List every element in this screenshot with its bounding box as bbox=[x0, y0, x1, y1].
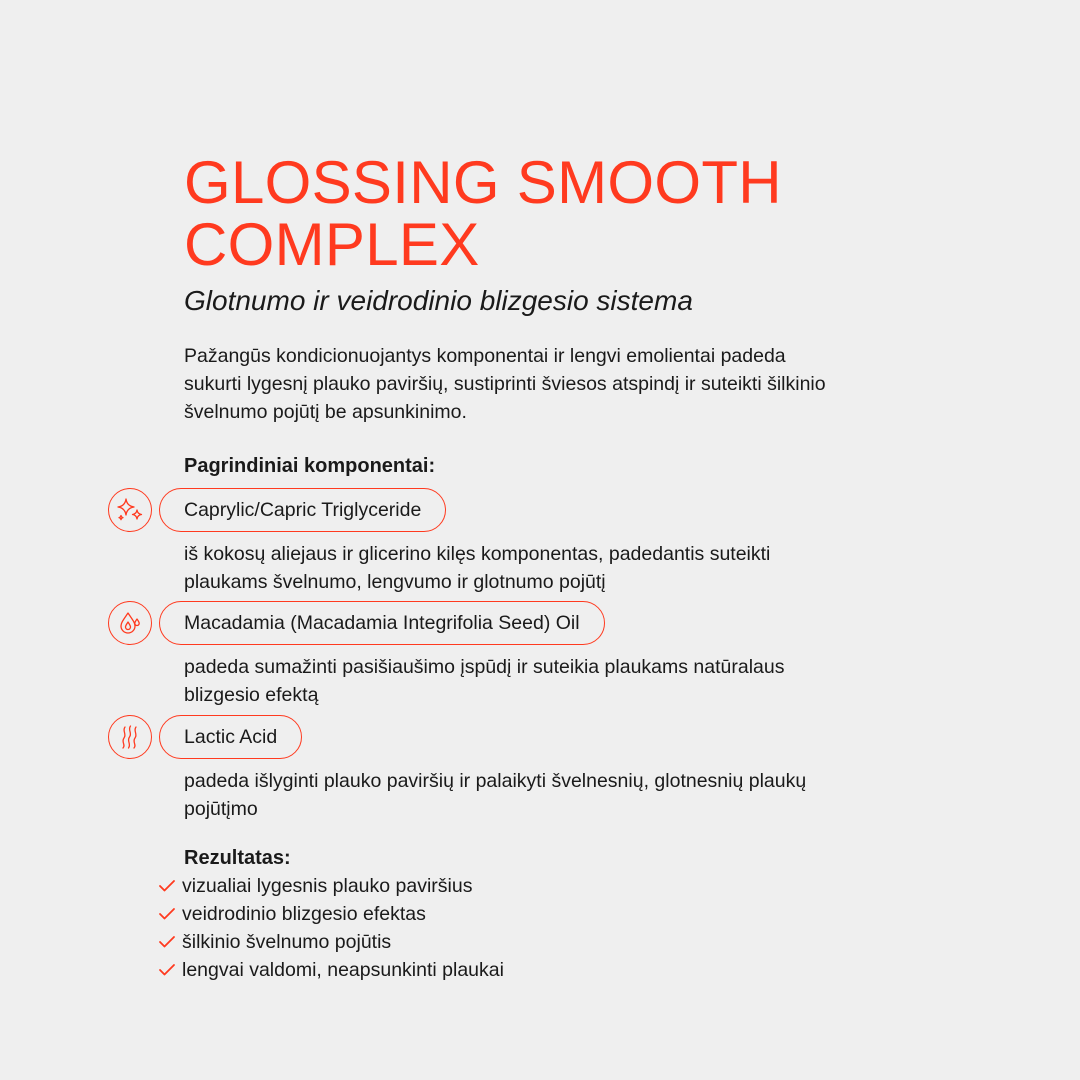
page-title bbox=[184, 149, 782, 278]
wavy-lines-icon bbox=[108, 715, 152, 759]
result-text: veidrodinio blizgesio efektas bbox=[182, 903, 426, 925]
title-line-1: GLOSSING SMOOTH bbox=[184, 149, 782, 216]
ingredient-description: padeda sumažinti pasišiaušimo įspūdį ir suteikia plaukams natūralaus blizgesio efektą bbox=[184, 656, 785, 706]
ingredient-name-pill: Macadamia (Macadamia Integrifolia Seed) Oil bbox=[159, 601, 605, 645]
result-item bbox=[156, 956, 504, 984]
components-heading: Pagrindiniai komponentai: bbox=[184, 455, 436, 477]
result-text: vizualiai lygesnis plauko paviršius bbox=[182, 875, 473, 897]
check-icon bbox=[158, 879, 176, 893]
ingredient-name-pill: Caprylic/Capric Triglyceride bbox=[159, 488, 446, 532]
check-icon bbox=[158, 907, 176, 921]
result-item bbox=[156, 928, 504, 956]
results-list bbox=[156, 872, 504, 984]
results-heading: Rezultatas: bbox=[184, 847, 291, 869]
check-icon bbox=[158, 963, 176, 977]
result-item bbox=[156, 900, 504, 928]
ingredient-name-pill: Lactic Acid bbox=[159, 715, 302, 759]
subtitle: Glotnumo ir veidrodinio blizgesio sistema bbox=[184, 285, 693, 316]
result-text: lengvai valdomi, neapsunkinti plaukai bbox=[182, 959, 504, 981]
result-text: šilkinio švelnumo pojūtis bbox=[182, 931, 392, 953]
title-line-2: COMPLEX bbox=[184, 211, 480, 278]
result-item bbox=[156, 872, 504, 900]
intro-paragraph: Pažangūs kondicionuojantys komponentai ir lengvi emolientai padeda sukurti lygesnį plauko paviršių, sustiprinti šviesos atspindį ir suteikti šilkinio švelnumo pojūtį be apsunkinimo. bbox=[184, 345, 826, 423]
oil-drop-icon bbox=[108, 601, 152, 645]
ingredient-description: padeda išlyginti plauko paviršių ir palaikyti švelnesnių, glotnesnių plaukų pojūtįmo bbox=[184, 770, 807, 820]
sparkles-icon bbox=[108, 488, 152, 532]
ingredient-description: iš kokosų aliejaus ir glicerino kilęs komponentas, padedantis suteikti plaukams švelnumo, lengvumo ir glotnumo pojūtį bbox=[184, 543, 771, 593]
check-icon bbox=[158, 935, 176, 949]
